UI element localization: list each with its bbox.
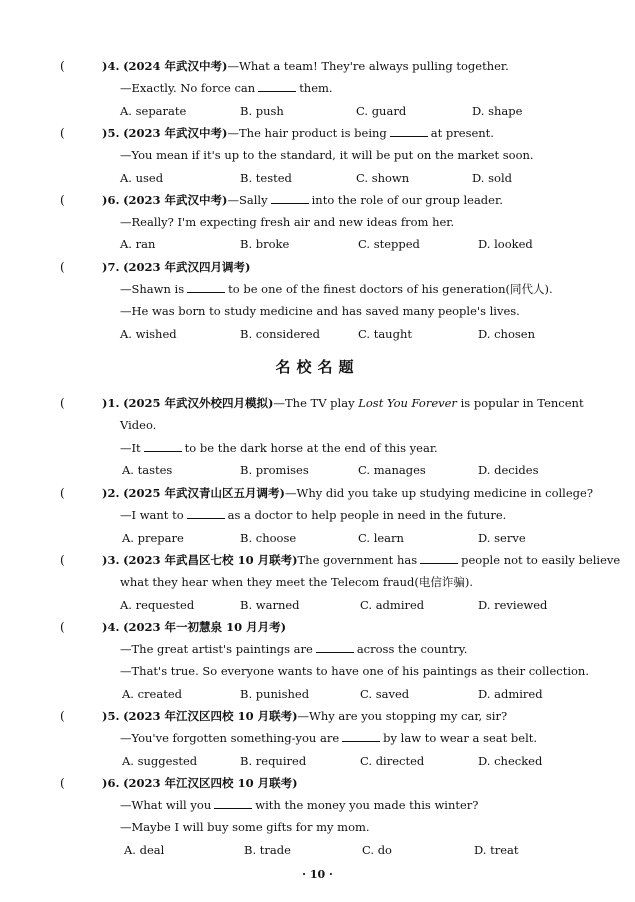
question-stem: )4. (2023 年一初慧泉 10 月月考) <box>102 620 287 634</box>
answer-blank <box>144 441 182 452</box>
answer-blank <box>214 798 252 809</box>
option-a: A. wished <box>120 327 177 341</box>
question-line: —Shawn is to be one of the finest doctors of his generation(同代人). <box>120 282 553 296</box>
answer-blank <box>271 193 309 204</box>
option-a: A. separate <box>120 104 187 118</box>
answer-paren[interactable]: ( <box>60 776 65 790</box>
question-line: what they hear when they meet the Telecom fraud(电信诈骗). <box>120 575 473 589</box>
option-c: C. guard <box>356 104 407 118</box>
option-a: A. prepare <box>122 531 184 545</box>
question-stem: )5. (2023 年江汉区四校 10 月联考)—Why are you stopping my car, sir? <box>102 709 508 723</box>
option-b: B. broke <box>240 237 290 251</box>
option-c: C. admired <box>360 598 425 612</box>
answer-blank <box>187 508 225 519</box>
option-b: B. promises <box>240 463 309 477</box>
option-c: C. directed <box>360 754 425 768</box>
option-d: D. treat <box>474 843 519 857</box>
option-a: A. ran <box>120 237 156 251</box>
option-d: D. decides <box>478 463 539 477</box>
question-line: —Maybe I will buy some gifts for my mom. <box>120 820 370 834</box>
option-c: C. do <box>362 843 392 857</box>
question-line: —You mean if it's up to the standard, it will be put on the market soon. <box>120 148 534 162</box>
answer-blank <box>342 731 380 742</box>
question-line: —The great artist's paintings are across the country. <box>120 642 468 656</box>
option-d: D. sold <box>472 171 512 185</box>
option-b: B. push <box>240 104 284 118</box>
answer-paren[interactable]: ( <box>60 709 65 723</box>
option-a: A. deal <box>124 843 165 857</box>
option-d: D. looked <box>478 237 533 251</box>
answer-blank <box>316 642 354 653</box>
option-b: B. punished <box>240 687 310 701</box>
option-b: B. choose <box>240 531 297 545</box>
option-d: D. checked <box>478 754 543 768</box>
answer-paren[interactable]: ( <box>60 396 65 410</box>
question-stem: )2. (2025 年武汉青山区五月调考)—Why did you take up studying medicine in college? <box>102 486 593 500</box>
option-c: C. stepped <box>358 237 420 251</box>
answer-paren[interactable]: ( <box>60 620 65 634</box>
option-a: A. tastes <box>122 463 173 477</box>
option-c: C. saved <box>360 687 410 701</box>
section-title: 名校名题 <box>275 358 360 376</box>
option-a: A. created <box>122 687 183 701</box>
question-line: Video. <box>120 418 157 432</box>
option-b: B. tested <box>240 171 292 185</box>
option-d: D. reviewed <box>478 598 548 612</box>
answer-paren[interactable]: ( <box>60 59 65 73</box>
answer-paren[interactable]: ( <box>60 260 65 274</box>
option-d: D. serve <box>478 531 526 545</box>
option-c: C. taught <box>358 327 412 341</box>
answer-paren[interactable]: ( <box>60 553 65 567</box>
question-stem: )6. (2023 年武汉中考)—Sally into the role of our group leader. <box>102 193 503 207</box>
question-line: —I want to as a doctor to help people in need in the future. <box>120 508 507 522</box>
option-b: B. considered <box>240 327 320 341</box>
question-line: —Really? I'm expecting fresh air and new ideas from her. <box>120 215 455 229</box>
option-b: B. warned <box>240 598 300 612</box>
answer-blank <box>258 81 296 92</box>
option-a: A. suggested <box>122 754 198 768</box>
question-stem: )3. (2023 年武昌区七校 10 月联考)The government has people not to easily believe <box>102 553 621 567</box>
option-a: A. used <box>120 171 164 185</box>
question-line: —That's true. So everyone wants to have one of his paintings as their collection. <box>120 664 589 678</box>
question-stem: )6. (2023 年江汉区四校 10 月联考) <box>102 776 298 790</box>
answer-paren[interactable]: ( <box>60 193 65 207</box>
question-line: —It to be the dark horse at the end of this year. <box>120 441 438 455</box>
option-b: B. trade <box>244 843 291 857</box>
question-stem: )5. (2023 年武汉中考)—The hair product is being at present. <box>102 126 494 140</box>
option-a: A. requested <box>120 598 195 612</box>
option-d: D. admired <box>478 687 543 701</box>
option-c: C. manages <box>358 463 426 477</box>
question-stem: )1. (2025 年武汉外校四月模拟)—The TV play Lost You Forever is popular in Tencent <box>102 396 584 410</box>
answer-paren[interactable]: ( <box>60 486 65 500</box>
option-d: D. shape <box>472 104 523 118</box>
question-line: —Exactly. No force can them. <box>120 81 333 95</box>
question-stem: )7. (2023 年武汉四月调考) <box>102 260 251 274</box>
answer-blank <box>420 553 458 564</box>
answer-blank <box>187 282 225 293</box>
question-line: —What will you with the money you made this winter? <box>120 798 479 812</box>
question-line: —You've forgotten something-you are by law to wear a seat belt. <box>120 731 538 745</box>
answer-blank <box>390 126 428 137</box>
option-b: B. required <box>240 754 307 768</box>
question-line: —He was born to study medicine and has saved many people's lives. <box>120 304 520 318</box>
option-d: D. chosen <box>478 327 536 341</box>
option-c: C. shown <box>356 171 410 185</box>
page-number: · 10 · <box>302 868 333 881</box>
question-stem: )4. (2024 年武汉中考)—What a team! They're always pulling together. <box>102 59 509 73</box>
answer-paren[interactable]: ( <box>60 126 65 140</box>
option-c: C. learn <box>358 531 404 545</box>
